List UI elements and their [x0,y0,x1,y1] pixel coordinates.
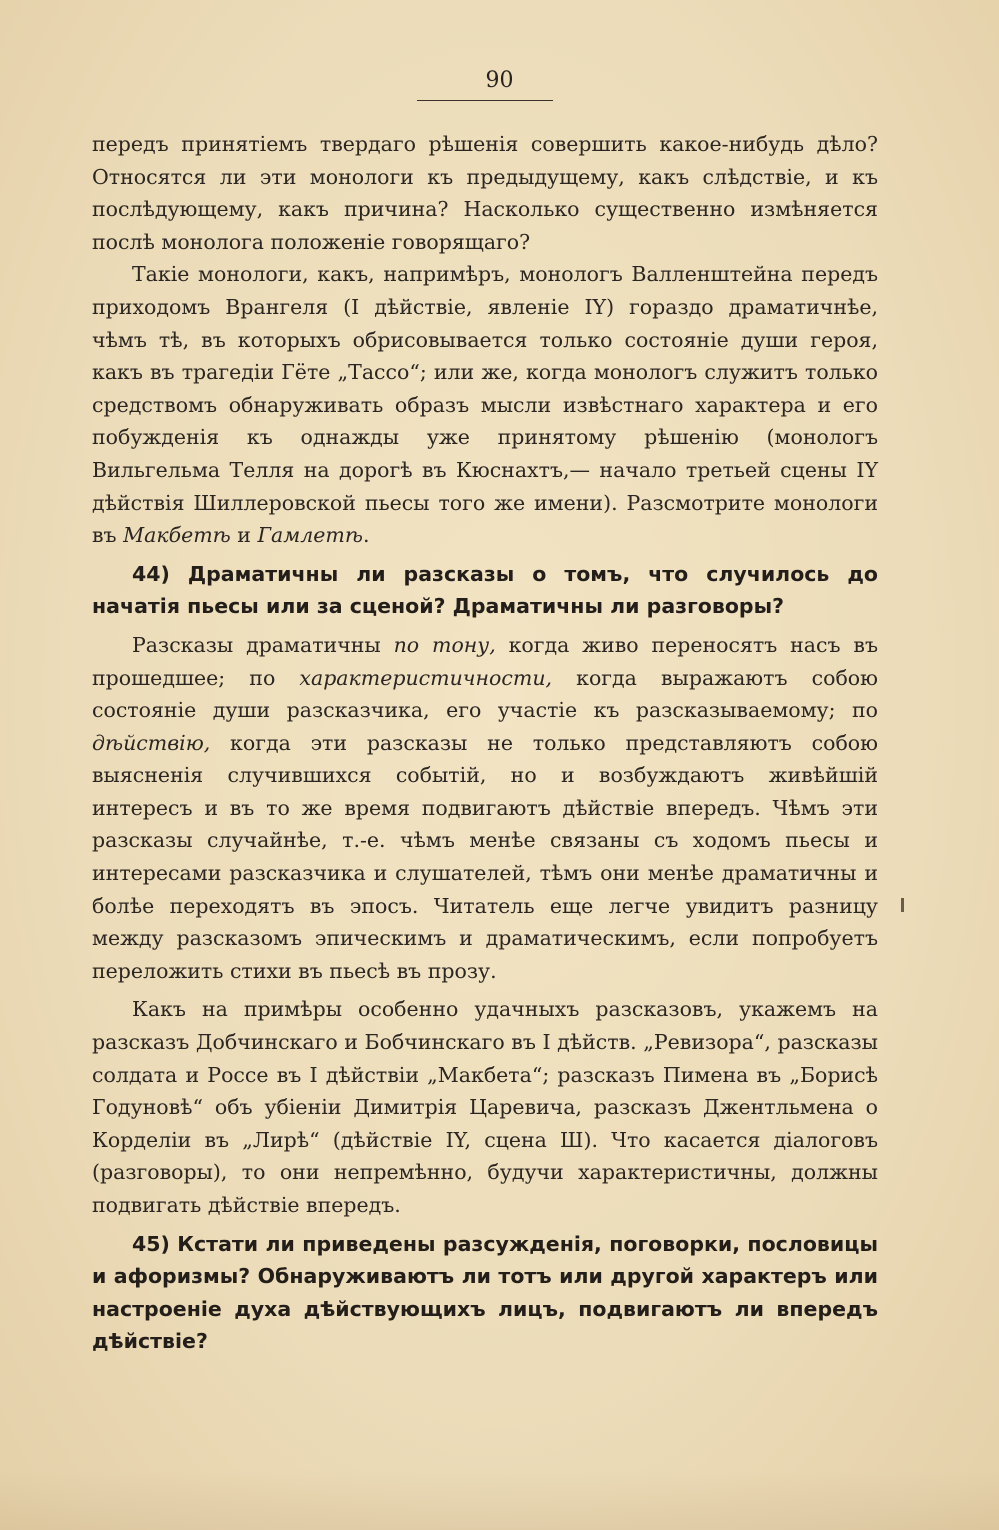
margin-mark [901,898,904,912]
title-hamlet: Гамлетѣ [257,523,363,548]
header-rule [417,100,553,101]
question-44: 44) Драматичны ли разсказы о томъ, что случилось до начатія пьесы или за сценой? Драматичны ли разговоры? [92,561,878,619]
title-macbeth: Макбетѣ [123,523,231,548]
page-stain [0,1470,999,1530]
narratives-text-a: Разсказы драматичны [132,632,394,657]
term-characteristic: характеристичности, [299,665,553,690]
conjunction-and: и [230,523,258,548]
term-action: дѣйствію, [92,730,211,755]
paragraph-monologues-text: Такіе монологи, какъ, напримѣръ, монологъ Валленштейна передъ приходомъ Врангеля (I дѣйствіе, явленіе IY) гораздо драматичнѣе, чѣмъ тѣ, въ которыхъ обрисовывается только состояніе души героя, какъ въ трагедіи Гёте „Тассо“; или же, когда монологъ служитъ только средствомъ обнаруживать образъ мысли извѣстнаго характера и его побужденія къ однажды уже принятому рѣшенію (монологъ Вильгельма Телля на дорогѣ въ Кюснахтъ,— начало третьей сцены IY дѣйствія Шиллеровской пьесы того же имени). Разсмотрите монологи въ [92,262,878,548]
paragraph-continuation: передъ принятіемъ твердаго рѣшенія совершить какое-нибудь дѣло? Относятся ли эти монологи къ предыдущему, какъ слѣдствіе, и къ послѣдующему, какъ причина? Насколько существенно измѣняется послѣ монолога положеніе говорящаго? [92,132,878,254]
narratives-text-b: когда живо переносятъ насъ въ прошедшее; по [92,632,878,690]
body-text [92,128,878,1358]
question-45: 45) Кстати ли приведены разсужденія, поговорки, пословицы и афоризмы? Обнаруживаютъ ли тотъ или другой характеръ или настроеніе духа дѣйствующихъ лицъ, подвигаютъ ли впередъ дѣйствіе? [92,1231,878,1354]
paragraph-monologues [92,258,878,551]
term-tone: по тону, [393,632,496,657]
page-number: 90 [485,68,514,93]
narratives-text-c: когда выражаютъ собою состояніе души разсказчика, его участіе къ разсказываемому; по [92,665,878,723]
paragraph-examples: Какъ на примѣры особенно удачныхъ разсказовъ, укажемъ на разсказъ Добчинскаго и Бобчинскаго въ I дѣйств. „Ревизора“, разсказы солдата и Россе въ I дѣйствіи „Макбета“; разсказъ Пимена въ „Борисѣ Годуновѣ“ объ убіеніи Димитрія Царевича, разсказъ Джентльмена о Корделіи въ „Лирѣ“ (дѣйствіе IY, сцена Ш). Что касается діалоговъ (разговоры), то они непремѣнно, будучи характеристичны, должны подвигать дѣйствіе впередъ. [92,997,878,1217]
paragraph-narratives [92,629,878,988]
period: . [362,523,370,548]
narratives-text-d: когда эти разсказы не только представляютъ собою выясненія случившихся событій, но и возбуждаютъ живѣйшій интересъ и въ то же время подвигаютъ дѣйствіе впередъ. Чѣмъ эти разсказы случайнѣе, т.-е. чѣмъ менѣе связаны съ ходомъ пьесы и интересами разсказчика и слушателей, тѣмъ они менѣе драматичны и болѣе переходятъ въ эпосъ. Читатель еще легче увидитъ разницу между разсказомъ эпическимъ и драматическимъ, если попробуетъ переложить стихи въ пьесѣ въ прозу. [92,730,878,983]
